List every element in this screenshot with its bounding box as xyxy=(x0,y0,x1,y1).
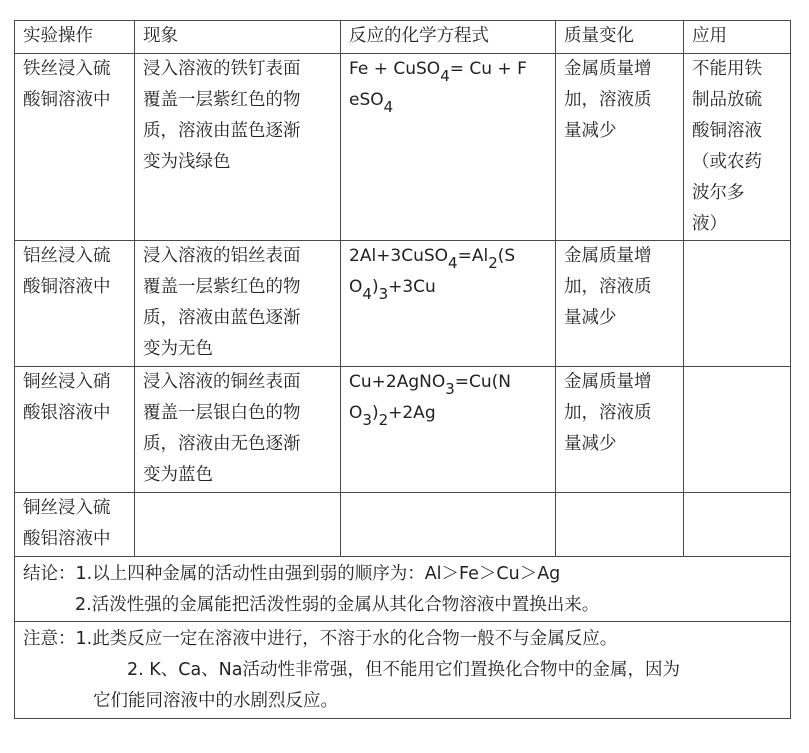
phenomenon-text: 质，溶液由无色逐渐 xyxy=(143,434,301,454)
phenomenon-cell xyxy=(135,241,341,367)
phenomenon-text: 变为浅绿色 xyxy=(143,152,231,172)
application-text: 酸铜溶液 xyxy=(692,121,762,141)
equation-line: 2Al+3CuSO4=Al2(S xyxy=(349,246,516,272)
application-cell xyxy=(684,367,791,493)
operation-cell xyxy=(15,241,135,367)
phenomenon-text: 变为蓝色 xyxy=(143,465,213,485)
operation-text: 铜丝浸入硝 xyxy=(23,372,111,392)
mass-text: 量减少 xyxy=(564,121,617,141)
phenomenon-text: 变为无色 xyxy=(143,339,213,359)
equation-cell xyxy=(341,54,556,241)
header-mass-change: 质量变化 xyxy=(556,21,684,54)
note-text: 2. K、Ca、Na活动性非常强，但不能用它们置换化合物中的金属，因为 xyxy=(127,660,680,680)
mass-text: 金属质量增 xyxy=(564,246,652,266)
application-text: 不能用铁 xyxy=(692,59,762,79)
operation-cell xyxy=(15,493,135,557)
experiment-table xyxy=(14,20,791,719)
equation-line: Fe + CuSO4= Cu + F xyxy=(349,59,527,85)
application-text: 波尔多 xyxy=(692,183,745,203)
operation-text: 酸银溶液中 xyxy=(23,403,111,423)
equation-cell xyxy=(341,367,556,493)
application-text: 液） xyxy=(692,214,727,234)
table-row xyxy=(15,54,791,241)
mass-text: 加，溶液质 xyxy=(564,277,652,297)
mass-text: 量减少 xyxy=(564,308,617,328)
application-text: （或农药 xyxy=(692,152,762,172)
header-operation: 实验操作 xyxy=(15,21,135,54)
operation-text: 铝丝浸入硫 xyxy=(23,246,111,266)
mass-change-cell xyxy=(556,54,684,241)
equation-line: eSO4 xyxy=(349,90,394,116)
mass-text: 金属质量增 xyxy=(564,372,652,392)
phenomenon-text: 浸入溶液的铁钉表面 xyxy=(143,59,301,79)
application-text: 制品放硫 xyxy=(692,90,762,110)
mass-text: 加，溶液质 xyxy=(564,403,652,423)
operation-text: 铜丝浸入硫 xyxy=(23,498,111,518)
phenomenon-cell xyxy=(135,54,341,241)
note-row xyxy=(15,622,791,719)
operation-text: 酸铜溶液中 xyxy=(23,90,111,110)
mass-text: 加，溶液质 xyxy=(564,90,652,110)
header-row xyxy=(15,21,791,54)
operation-cell xyxy=(15,54,135,241)
header-application: 应用 xyxy=(684,21,791,54)
mass-text: 量减少 xyxy=(564,434,617,454)
operation-cell xyxy=(15,367,135,493)
header-equation: 反应的化学方程式 xyxy=(341,21,556,54)
equation-line: Cu+2AgNO3=Cu(N xyxy=(349,372,512,398)
table-row xyxy=(15,493,791,557)
equation-line: O3)2+2Ag xyxy=(349,403,436,429)
phenomenon-cell xyxy=(135,493,341,557)
phenomenon-text: 质，溶液由蓝色逐渐 xyxy=(143,308,301,328)
application-cell xyxy=(684,241,791,367)
phenomenon-text: 覆盖一层紫红色的物 xyxy=(143,90,301,110)
mass-change-cell xyxy=(556,367,684,493)
conclusion-text: 结论：1.以上四种金属的活动性由强到弱的顺序为：Al＞Fe＞Cu＞Ag xyxy=(23,564,561,584)
conclusion-cell xyxy=(15,557,791,622)
table-row xyxy=(15,241,791,367)
application-cell xyxy=(684,54,791,241)
mass-text: 金属质量增 xyxy=(564,59,652,79)
operation-text: 酸铜溶液中 xyxy=(23,277,111,297)
phenomenon-text: 覆盖一层银白色的物 xyxy=(143,403,301,423)
phenomenon-text: 覆盖一层紫红色的物 xyxy=(143,277,301,297)
operation-text: 铁丝浸入硫 xyxy=(23,59,111,79)
equation-cell xyxy=(341,493,556,557)
operation-text: 酸铝溶液中 xyxy=(23,529,111,549)
header-phenomenon: 现象 xyxy=(135,21,341,54)
conclusion-row xyxy=(15,557,791,622)
application-cell xyxy=(684,493,791,557)
equation-cell xyxy=(341,241,556,367)
phenomenon-text: 质，溶液由蓝色逐渐 xyxy=(143,121,301,141)
mass-change-cell xyxy=(556,493,684,557)
phenomenon-text: 浸入溶液的铜丝表面 xyxy=(143,372,301,392)
note-text: 注意：1.此类反应一定在溶液中进行，不溶于水的化合物一般不与金属反应。 xyxy=(23,629,618,649)
note-cell xyxy=(15,622,791,719)
note-text: 它们能同溶液中的水剧烈反应。 xyxy=(93,691,338,711)
mass-change-cell xyxy=(556,241,684,367)
phenomenon-text: 浸入溶液的铝丝表面 xyxy=(143,246,301,266)
equation-line: O4)3+3Cu xyxy=(349,277,436,303)
phenomenon-cell xyxy=(135,367,341,493)
table-row xyxy=(15,367,791,493)
conclusion-text: 2.活泼性强的金属能把活泼性弱的金属从其化合物溶液中置换出来。 xyxy=(75,595,600,615)
